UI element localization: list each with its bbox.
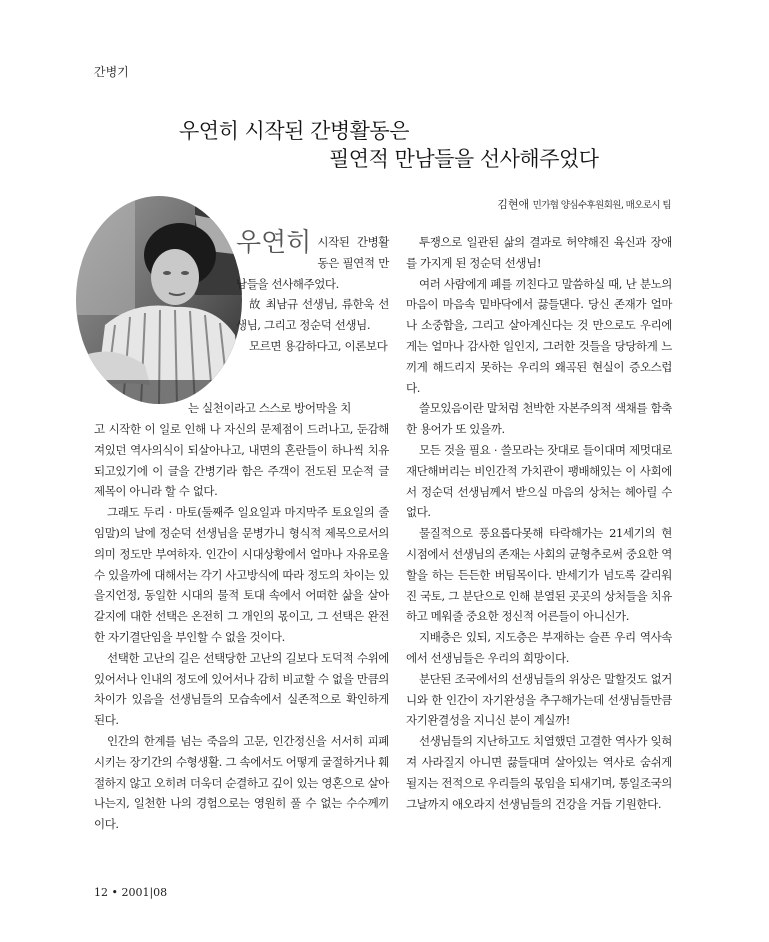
- paragraph: 고 시작한 이 일로 인해 나 자신의 문제점이 드러나고, 둔감해져있던 역사의식이 되살아나고, 내면의 혼란들이 하나씩 치유되고있기에 이 글을 간병기라 함은 주객이 전도된 모순적 글 제목이 아니라 할 수 없다.: [94, 422, 389, 499]
- section-label: 간병기: [94, 65, 129, 79]
- author-affiliation: 민가협 양심수후원회원, 매오로시 팀: [532, 200, 671, 211]
- paragraph: 지배층은 있되, 지도층은 부재하는 슬픈 우리 역사속에서 선생님들은 우리의 희망이다.: [406, 630, 672, 665]
- lead-paragraph-block: [236, 228, 389, 357]
- paragraph: 투쟁으로 일관된 삶의 결과로 허약해진 육신과 장애를 가지게 된 정순덕 선생님!: [406, 235, 672, 270]
- right-column: [406, 232, 672, 814]
- paragraph: 인간의 한계를 넘는 죽음의 고문, 인간정신을 서서히 피폐시키는 장기간의 수형생활. 그 속에서도 어떻게 굴절하거나 훼절하지 않고 오히려 더욱더 순결하고 깊이 있는 영혼으로 살아나는지, 일천한 나의 경험으로는 영원히 풀 수 없는 수수께끼이다.: [94, 733, 389, 832]
- paragraph: 물질적으로 풍요롭다못해 타락해가는 21세기의 현 시점에서 선생님의 존재는 사회의 균형추로써 중요한 역할을 하는 든든한 버팀목이다. 반세기가 넘도록 갈리워진 국토, 그 분단으로 인해 분열된 곳곳의 상처들을 치유하고 메워줄 중요한 정신적 어른들이 아니신가.: [406, 526, 672, 624]
- paragraph: 그래도 두리 · 마토(둘째주 일요일과 마지막주 토요일의 줄임말)의 날에 정순덕 선생님을 문병가니 형식적 제목으로서의 의미 정도만 부여하자. 인간이 시대상황에서 얼마나 자유로울 수 있을까에 대해서는 각기 사고방식에 따라 정도의 차이는 있을지언정, 동일한 시대의 물적 토대 속에서 어떠한 삶을 살아갈지에 대한 선택은 온전히 그 개인의 몫이고, 그 선택은 완전한 자기결단임을 부인할 수 없을 것이다.: [94, 505, 389, 644]
- author-name: 김현애: [497, 198, 530, 211]
- drop-cap-word: 우연히: [236, 228, 312, 258]
- paragraph: 모르면 용감하다고, 이론보다: [249, 338, 388, 353]
- article-title-line-1: 우연히 시작된 간병활동은: [179, 119, 409, 143]
- paragraph: 분단된 조국에서의 선생님들의 위상은 말할것도 없거니와 한 인간이 자기완성을 추구해가는데 선생님들만큼 자기완결성을 지니신 분이 계실까!: [406, 671, 672, 728]
- page-footer: 12 • 2001|08: [94, 886, 168, 899]
- portrait-photo: [75, 195, 243, 405]
- wrap-line: 는 실천이라고 스스로 방어막을 치: [188, 401, 351, 415]
- paragraph: 선생님들의 지난하고도 치열했던 고결한 역사가 잊혀져 사라질지 아니면 끓들대며 살아있는 역사로 숨쉬게 될지는 전적으로 우리들의 몫임을 되새기며, 통일조국의 그날까지 애오라지 선생님들의 건강을 거듭 기원한다.: [406, 734, 672, 811]
- lead-paragraph: 우연히 시작된 간병활동은 필연적 만남들을 선사해주었다.: [236, 228, 389, 291]
- author-byline: [497, 196, 671, 212]
- paragraph: 모든 것을 필요 · 쓸모라는 잣대로 들이대며 제멋대로 재단해버리는 비인간적 가치관이 팽배해있는 이 사회에서 정순덕 선생님께서 받으실 마음의 상처는 헤아릴 수 없다.: [406, 442, 672, 520]
- left-column: [94, 419, 389, 835]
- paragraph: 쓸모있음이란 말처럼 천박한 자본주의적 색채를 함축한 용어가 또 있을까.: [406, 401, 672, 437]
- article-title-line-2: 필연적 만남들을 선사해주었다: [329, 147, 599, 171]
- paragraph: 여러 사람에게 폐를 끼친다고 말씀하실 때, 난 분노의 마음이 마음속 밑바닥에서 끓들댄다. 당신 존재가 얼마나 소중함을, 그리고 살아계신다는 것 만으로도 우리에게는 얼마나 감사한 일인지, 그러한 것들을 당당하게 느끼게 해드리지 못하는 우리의 왜곡된 현실이 증오스럽다.: [406, 276, 672, 395]
- paragraph: 선택한 고난의 길은 선택당한 고난의 길보다 도덕적 수위에 있어서나 인내의 정도에 있어서나 감히 비교할 수 없을 만큼의 차이가 있음을 선생님들의 모습속에서 실존적으로 확인하게 된다.: [94, 650, 389, 728]
- paragraph: 故 최남규 선생님, 류한욱 선생님, 그리고 정순덕 선생님.: [236, 297, 389, 333]
